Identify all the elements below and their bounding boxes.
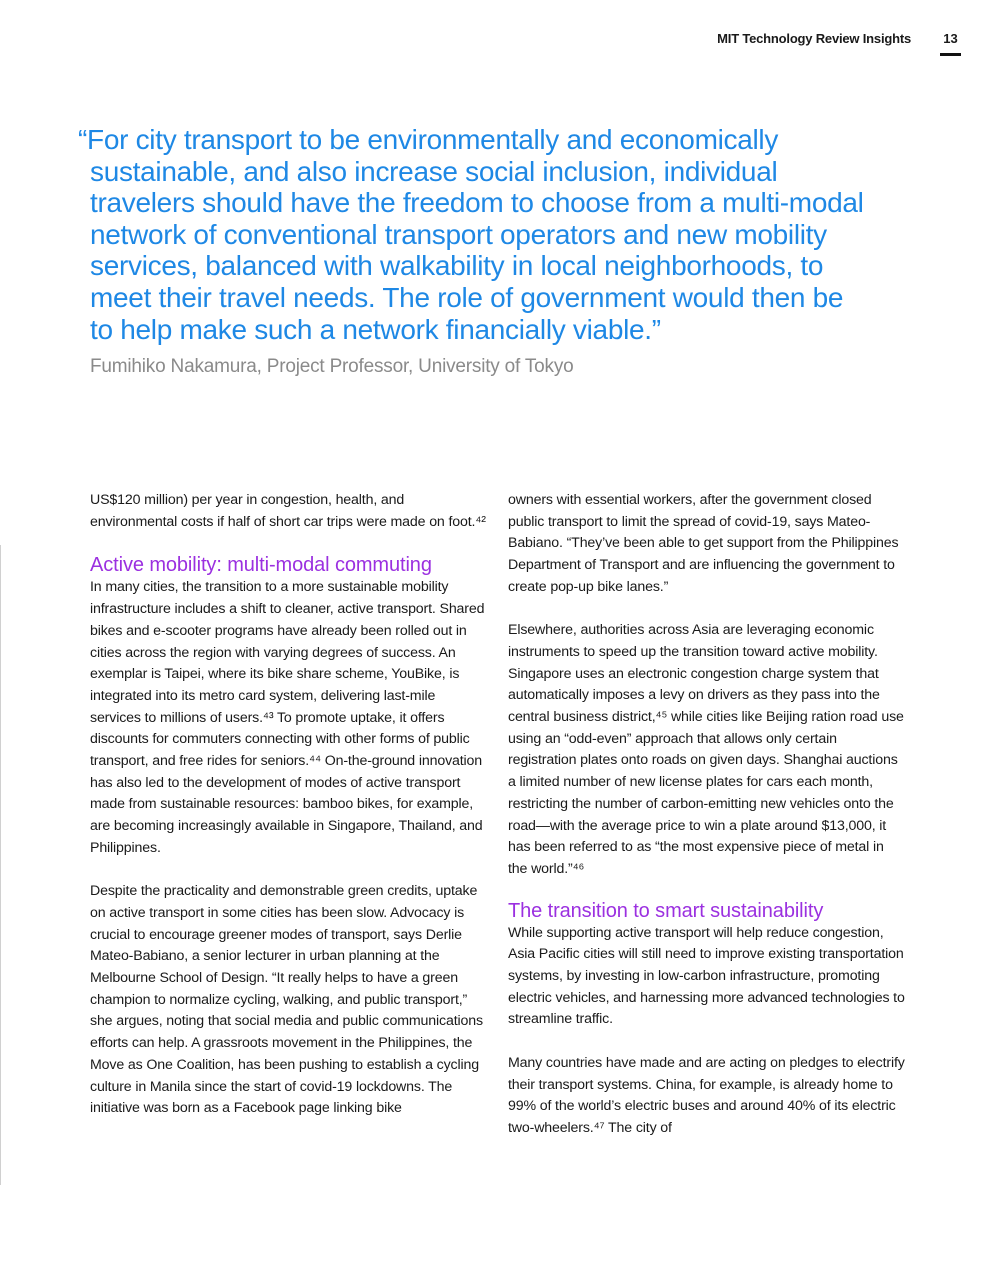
page-number: 13 [943, 31, 958, 46]
left-column [90, 490, 488, 1120]
pull-quote-text: “For city transport to be environmentally and economically sustainable, and also increase social inclusion, individual travelers should have the freedom to choose from a multi-modal network of conventional transport operators and new mobility services, balanced with walkability in local neighborhoods, to meet their travel needs. The role of government would then be to help make such a network financially viable.” [78, 124, 864, 345]
right-paragraph-3: While supporting active transport will help reduce congestion, Asia Pacific cities will still need to improve existing transportation systems, by investing in low-carbon infrastructure, promoting electric vehicles, and harnessing more advanced technologies to streamline traffic. [508, 924, 905, 1028]
pull-quote-attribution: Fumihiko Nakamura, Project Professor, University of Tokyo [90, 356, 574, 378]
right-column [508, 490, 906, 1140]
right-paragraph-1: owners with essential workers, after the government closed public transport to limit the spread of covid-19, says Mateo-Babiano. “They’ve been able to get support from the Philippines Department of Transport and are influencing the government to create pop-up bike lanes.” [508, 492, 899, 595]
section-heading-smart-sustainability: The transition to smart sustainability [508, 899, 824, 922]
page-number-underline [940, 53, 961, 56]
left-intro-paragraph: US$120 million) per year in congestion, health, and environmental costs if half of short car trips were made on foot.⁴² [90, 492, 486, 530]
right-paragraph-2: Elsewhere, authorities across Asia are leveraging economic instruments to speed up the transition toward active mobility. Singapore uses an electronic congestion charge system that automatically imposes a levy on drivers as they pass into the central business district,⁴⁵ while cities like Beijing ration road use using an “odd-even” approach that allows only certain registration plates onto roads on given days. Shanghai auctions a limited number of new license plates for cars each month, restricting the number of carbon-emitting new vehicles onto the road—with the average price to win a plate around $13,000, it has been referred to as “the most expensive piece of metal in the world.”⁴⁶ [508, 622, 904, 877]
section-heading-active-mobility: Active mobility: multi-modal commuting [90, 554, 432, 577]
page-header [717, 31, 961, 56]
page-edge-line [0, 545, 1, 1185]
page-number-block [940, 31, 961, 56]
left-paragraph-2: Despite the practicality and demonstrable green credits, uptake on active transport in some cities has been slow. Advocacy is crucial to encourage greener modes of transport, says Derlie Mateo-Babiano, a senior lecturer in urban planning at the Melbourne School of Design. “It really helps to have a green champion to normalize cycling, walking, and public transport,” she argues, noting that social media and public communications efforts can help. A grassroots movement in the Philippines, the Move as One Coalition, has been pushing to establish a cycling culture in Manila since the start of covid-19 lockdowns. The initiative was born as a Facebook page linking bike [90, 883, 483, 1117]
publication-title: MIT Technology Review Insights [717, 31, 911, 46]
left-paragraph-1: In many cities, the transition to a more sustainable mobility infrastructure includes a shift to cleaner, active transport. Shared bikes and e-scooter programs have already been rolled out in cities across the region with varying degrees of success. An exemplar is Taipei, where its bike share scheme, YouBike, is integrated into its metro card system, delivering last-mile services to millions of users.⁴³ To promote uptake, it offers discounts for commuters connecting with other forms of public transport, and free rides for seniors.⁴⁴ On-the-ground innovation has also led to the development of modes of active transport made from sustainable resources: bamboo bikes, for example, are becoming increasingly available in Singapore, Thailand, and Philippines. [90, 579, 485, 856]
right-paragraph-4: Many countries have made and are acting on pledges to electrify their transport systems. China, for example, is already home to 99% of the world’s electric buses and around 40% of its electric two-wheelers.⁴⁷ The city of [508, 1054, 905, 1136]
pull-quote [78, 124, 868, 379]
